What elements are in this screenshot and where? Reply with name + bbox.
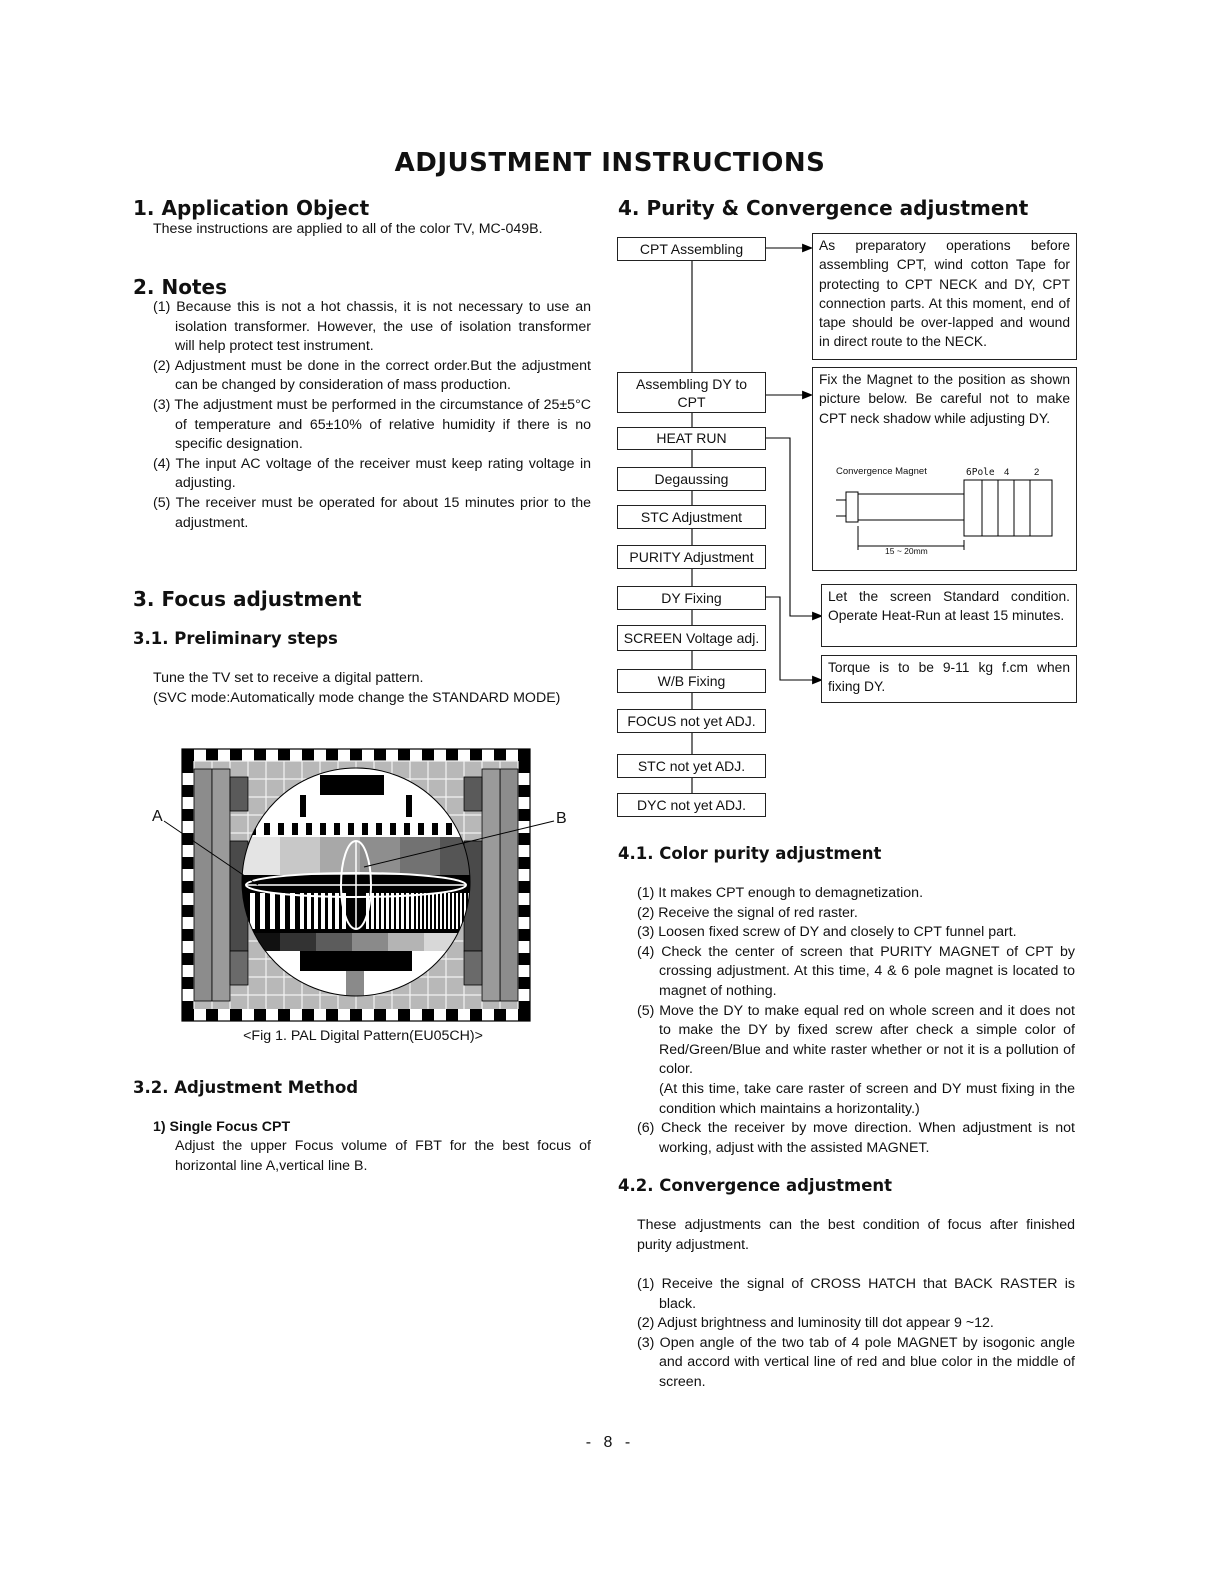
flow-step-screen-voltage: SCREEN Voltage adj. [617,625,766,651]
convergence-intro: These adjustments can the best condition of focus after finished purity adjustment. [637,1217,1075,1253]
preliminary-line: Tune the TV set to receive a digital pattern. [153,670,424,686]
flow-step-dy-fixing: DY Fixing [617,586,766,610]
section-4-1-heading: 4.1. Color purity adjustment [618,844,882,863]
note-box-torque: Torque is to be 9-11 kg f.cm when fixing DY. [821,655,1077,703]
flow-step-wb-fixing: W/B Fixing [617,669,766,693]
magnet-label: Convergence Magnet [836,466,927,477]
preliminary-text [153,669,591,708]
convergence-steps [637,1275,1075,1393]
page-number: - 8 - [585,1434,635,1451]
section-1-heading: 1. Application Object [133,196,370,220]
note-item: (4) The input AC voltage of the receiver must keep rating voltage in adjusting. [153,455,591,492]
fig-label-b: B [556,810,567,827]
flow-step-degaussing: Degaussing [617,467,766,491]
purity-step: (4) Check the center of screen that PURITY MAGNET of CPT by crossing adjustment. At this time, 4 & 6 pole magnet is located to magnet of nothing. [637,943,1075,999]
purity-step: (2) Receive the signal of red raster. [637,904,858,921]
purity-step: (3) Loosen fixed screw of DY and closely to CPT funnel part. [637,924,1017,941]
convergence-step: (2) Adjust brightness and luminosity till dot appear 9 ~12. [637,1315,994,1332]
figure-caption: <Fig 1. PAL Digital Pattern(EU05CH)> [243,1028,483,1044]
section-3-1-heading: 3.1. Preliminary steps [133,629,338,648]
pole-label-2: 2 [1034,467,1040,478]
page-title: ADJUSTMENT INSTRUCTIONS [394,148,826,178]
flow-step-dyc-not-yet: DYC not yet ADJ. [617,793,766,817]
note-item: (1) Because this is not a hot chassis, it is not necessary to use an isolation transformer. However, the use of isolation transformer will help protect test instrument. [153,299,591,355]
section-4-heading: 4. Purity & Convergence adjustment [618,196,1029,220]
note-item: (3) The adjustment must be performed in the circumstance of 25±5°C of temperature and 65±10% of relative humidity if there is no specific designation. [153,396,591,453]
flow-step-cpt-assembling: CPT Assembling [617,237,766,261]
note-item: (2) Adjustment must be done in the correct order.But the adjustment can be changed by consideration of mass production. [153,357,591,394]
section-1-text: These instructions are applied to all of the color TV, MC-049B. [153,221,543,237]
note-item: (5) The receiver must be operated for about 15 minutes prior to the adjustment. [153,494,591,531]
purity-step: (1) It makes CPT enough to demagnetization. [637,885,924,901]
method-text: Adjust the upper Focus volume of FBT for the best focus of horizontal line A,vertical line B. [175,1138,591,1174]
note-box-heat-run: Let the screen Standard condition. Operate Heat-Run at least 15 minutes. [821,584,1077,647]
flow-step-purity-adjustment: PURITY Adjustment [617,545,766,569]
pal-digital-pattern-figure [150,745,570,1025]
flow-step-focus: FOCUS not yet ADJ. [617,709,766,733]
section-4-2-heading: 4.2. Convergence adjustment [618,1176,893,1195]
pole-label-4: 4 [1004,467,1010,478]
convergence-step: (3) Open angle of the two tab of 4 pole MAGNET by isogonic angle and accord with vertical line of red and blue color in the middle of screen. [637,1334,1075,1390]
magnet-dimension: 15 ~ 20mm [885,546,928,556]
section-2-heading: 2. Notes [133,275,227,299]
section-3-heading: 3. Focus adjustment [133,587,362,611]
pole-label-6: 6Pole [966,467,995,478]
section-3-2-heading: 3.2. Adjustment Method [133,1078,359,1097]
flow-step-stc-not-yet: STC not yet ADJ. [617,754,766,778]
fig-label-a: A [152,808,163,825]
method-title: 1) Single Focus CPT [153,1119,291,1135]
purity-steps [637,884,1075,1158]
purity-step: (5) Move the DY to make equal red on whole screen and it does not to make the DY by fixed screw after check a simple color of Red/Green/Blue and white raster whether or not it is a pollution of color. [637,1002,1075,1078]
purity-step: (6) Check the receiver by move direction. When adjustment is not working, adjust with the assisted MAGNET. [637,1120,1075,1156]
notes-list [153,298,591,533]
flow-step-assembling-dy: Assembling DY to CPT [617,372,766,413]
flow-step-stc-adjustment: STC Adjustment [617,505,766,529]
convergence-step: (1) Receive the signal of CROSS HATCH that BACK RASTER is black. [637,1276,1075,1312]
flow-step-heat-run: HEAT RUN [617,427,766,450]
purity-step-note: (At this time, take care raster of screen and DY must fixing in the condition which maintains a horizontality.) [659,1080,1075,1117]
note-box-cpt-assembling: As preparatory operations before assembling CPT, wind cotton Tape for protecting to CPT NECK and DY, CPT connection parts. At this moment, end of tape should be over-lapped and wound in direct route to the NECK. [812,233,1077,360]
preliminary-line: (SVC mode:Automatically mode change the STANDARD MODE) [153,689,561,706]
magnet-note-text: Fix the Magnet to the position as shown picture below. Be careful not to make CPT neck shadow while adjusting DY. [819,372,1070,426]
